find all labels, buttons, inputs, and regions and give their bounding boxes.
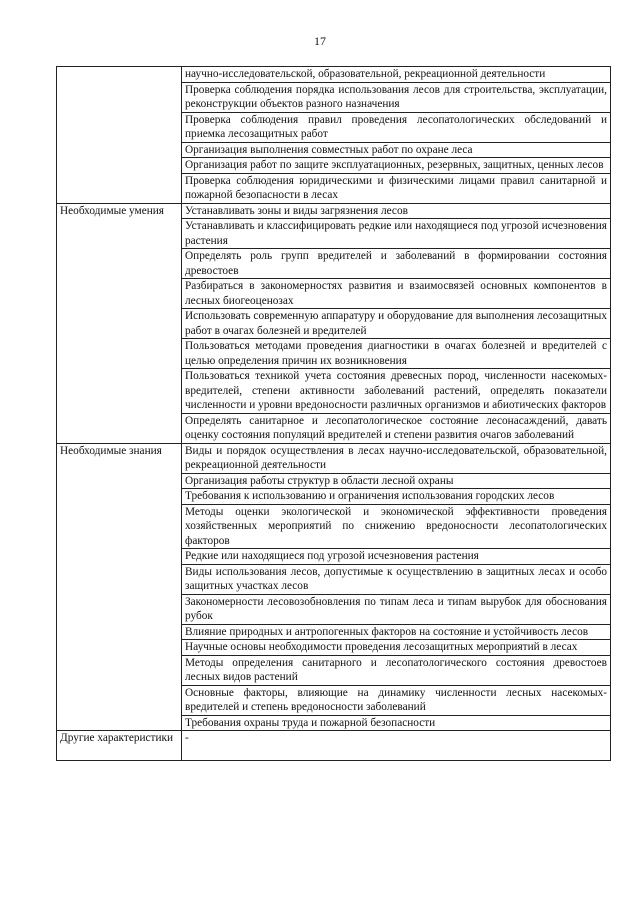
characteristics-table bbox=[56, 66, 611, 761]
knowledge-item: Требования к использованию и ограничения использования городских лесов bbox=[182, 489, 611, 505]
knowledge-item: Виды использования лесов, допустимые к осуществлению в защитных лесах и особо защитных участках лесов bbox=[182, 564, 611, 594]
knowledge-item: Организация работы структур в области лесной охраны bbox=[182, 473, 611, 489]
skill-item: Пользоваться техникой учета состояния древесных пород, численности насекомых-вредителей, степени активности заболеваний растений, определять показатели численности и уровни вредоносности различных организмов и абиотических факторов bbox=[182, 369, 611, 414]
continuation-item: Проверка соблюдения порядка использования лесов для строительства, эксплуатации, реконструкции объектов разного назначения bbox=[182, 82, 611, 112]
knowledge-item: Виды и порядок осуществления в лесах научно-исследовательской, образовательной, рекреационной деятельности bbox=[182, 443, 611, 473]
knowledge-item: Требования охраны труда и пожарной безопасности bbox=[182, 715, 611, 731]
knowledge-item: Влияние природных и антропогенных факторов на состояние и устойчивость лесов bbox=[182, 624, 611, 640]
table-row bbox=[57, 203, 611, 219]
table-row bbox=[57, 443, 611, 473]
knowledge-item: Методы определения санитарного и лесопатологического состояния древостоев лесных видов растений bbox=[182, 655, 611, 685]
continuation-item: Проверка соблюдения правил проведения лесопатологических обследований и приемка лесозащитных работ bbox=[182, 112, 611, 142]
skill-item: Разбираться в закономерностях развития и взаимосвязей основных компонентов в лесных биогеоценозах bbox=[182, 279, 611, 309]
page-number: 17 bbox=[314, 34, 326, 48]
table-row bbox=[57, 731, 611, 761]
other-label: Другие характеристики bbox=[57, 731, 182, 761]
skill-item: Определять роль групп вредителей и заболеваний в формировании состояния древостоев bbox=[182, 249, 611, 279]
knowledge-item: Основные факторы, влияющие на динамику численности лесных насекомых-вредителей и степень вредоносности заболеваний bbox=[182, 685, 611, 715]
continuation-item: Организация работ по защите эксплуатационных, резервных, защитных, ценных лесов bbox=[182, 158, 611, 174]
skill-item: Использовать современную аппаратуру и оборудование для выполнения лесозащитных работ в очагах болезней и вредителей bbox=[182, 309, 611, 339]
skill-item: Определять санитарное и лесопатологическое состояние лесонасаждений, давать оценку состояния популяций вредителей и степени развития очагов заболеваний bbox=[182, 413, 611, 443]
continuation-item: научно-исследовательской, образовательной, рекреационной деятельности bbox=[182, 67, 611, 83]
continuation-label bbox=[57, 67, 182, 204]
other-value: - bbox=[182, 731, 611, 761]
knowledge-item: Методы оценки экологической и экономической эффективности проведения хозяйственных мероприятий по снижению вредоносности лесопатологических факторов bbox=[182, 504, 611, 549]
skill-item: Пользоваться методами проведения диагностики в очагах болезней и вредителей с целью определения причин их возникновения bbox=[182, 339, 611, 369]
skill-item: Устанавливать и классифицировать редкие или находящиеся под угрозой исчезновения растения bbox=[182, 219, 611, 249]
knowledge-label: Необходимые знания bbox=[57, 443, 182, 731]
knowledge-item: Научные основы необходимости проведения лесозащитных мероприятий в лесах bbox=[182, 640, 611, 656]
continuation-item: Проверка соблюдения юридическими и физическими лицами правил санитарной и пожарной безопасности в лесах bbox=[182, 173, 611, 203]
skill-item: Устанавливать зоны и виды загрязнения лесов bbox=[182, 203, 611, 219]
table-row bbox=[57, 67, 611, 83]
knowledge-item: Редкие или находящиеся под угрозой исчезновения растения bbox=[182, 549, 611, 565]
knowledge-item: Закономерности лесовозобновления по типам леса и типам вырубок для обоснования рубок bbox=[182, 594, 611, 624]
skills-label: Необходимые умения bbox=[57, 203, 182, 443]
continuation-item: Организация выполнения совместных работ по охране леса bbox=[182, 142, 611, 158]
